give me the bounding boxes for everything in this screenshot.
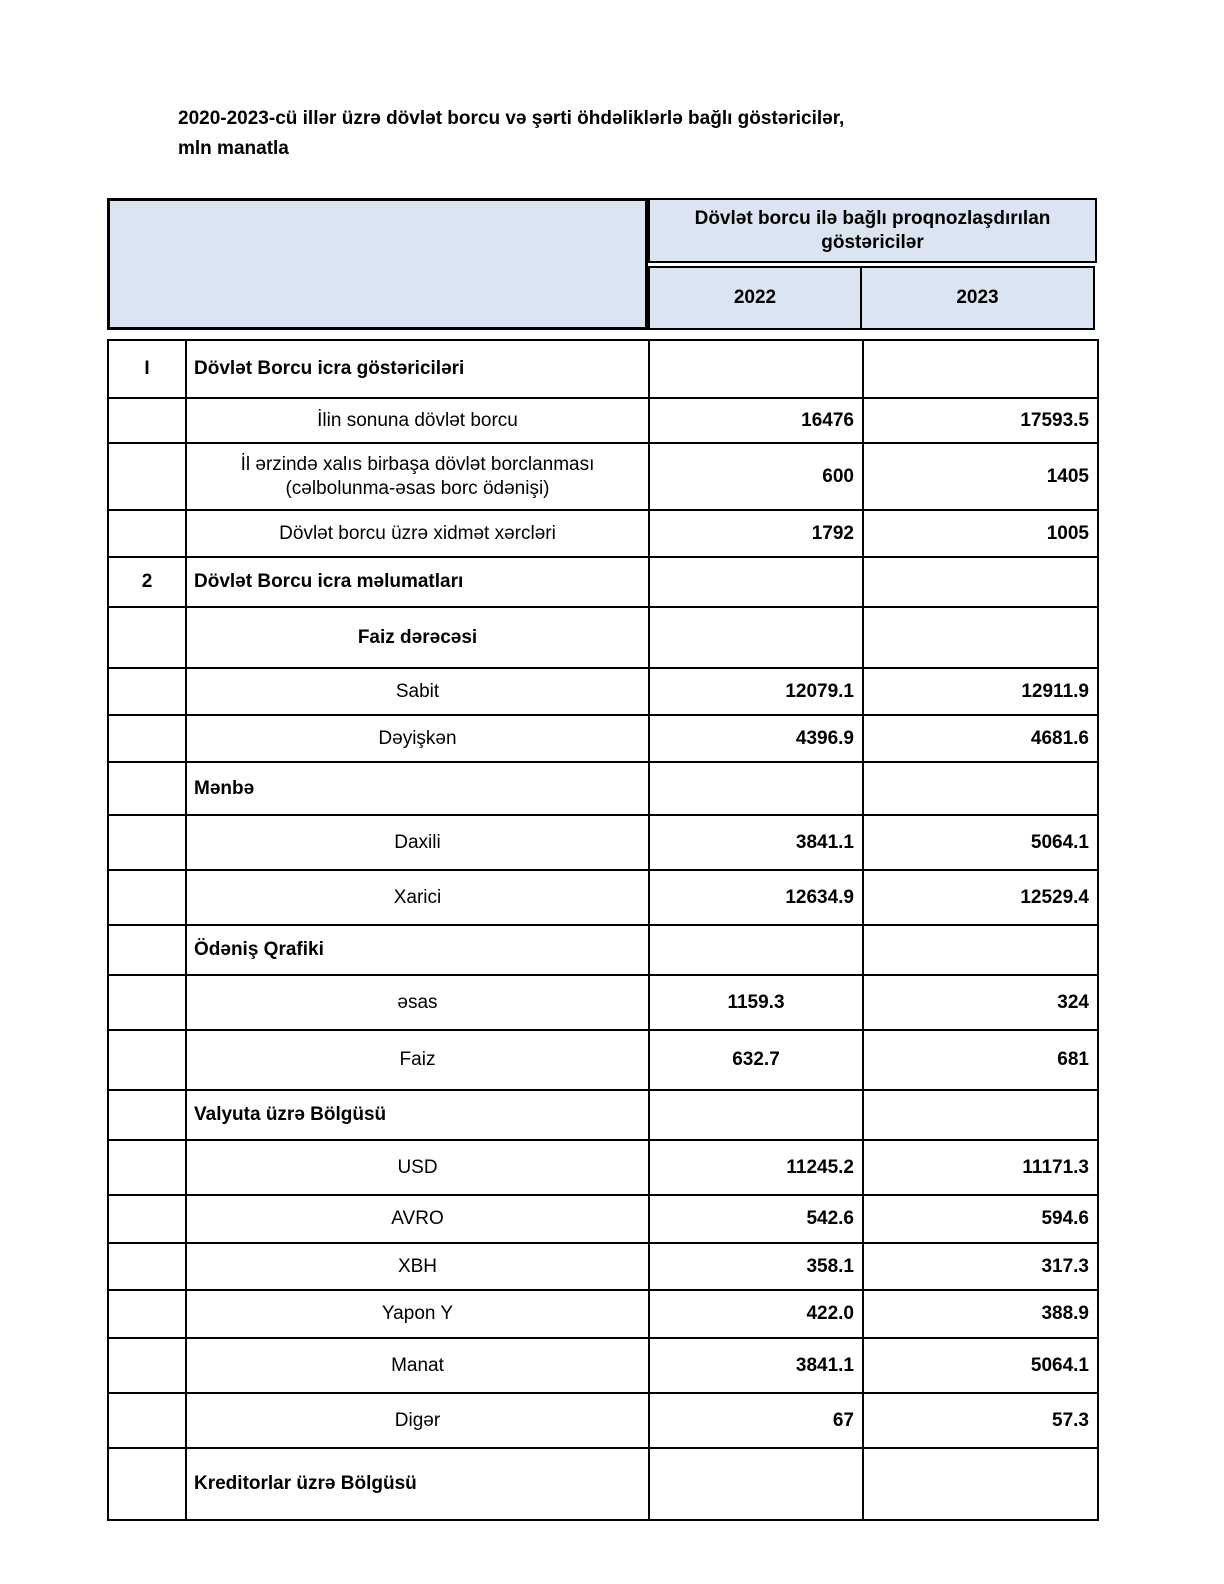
header-right-block xyxy=(648,198,1097,330)
table-row xyxy=(108,1030,1098,1090)
value-2022-cell: 16476 xyxy=(649,398,863,443)
row-index-cell xyxy=(108,1448,186,1520)
value-2022-cell xyxy=(649,607,863,668)
row-index-cell xyxy=(108,1243,186,1290)
value-2023-cell xyxy=(863,925,1098,975)
value-2022-cell: 1792 xyxy=(649,510,863,557)
table-row xyxy=(108,975,1098,1030)
table-row xyxy=(108,607,1098,668)
value-2022-cell: 632.7 xyxy=(649,1030,863,1090)
table-row xyxy=(108,1393,1098,1448)
row-index-cell xyxy=(108,607,186,668)
row-index-cell: 2 xyxy=(108,557,186,607)
value-2022-cell xyxy=(649,762,863,815)
row-index-cell xyxy=(108,762,186,815)
row-index-cell xyxy=(108,668,186,715)
value-2022-cell: 3841.1 xyxy=(649,815,863,870)
row-label-cell: Ödəniş Qrafiki xyxy=(186,925,649,975)
value-2023-cell: 681 xyxy=(863,1030,1098,1090)
row-label-cell: İl ərzində xalıs birbaşa dövlət borclanması (cəlbolunma-əsas borc ödənişi) xyxy=(186,443,649,510)
table-row xyxy=(108,443,1098,510)
value-2022-cell: 3841.1 xyxy=(649,1338,863,1393)
table-row xyxy=(108,762,1098,815)
value-2023-cell: 4681.6 xyxy=(863,715,1098,762)
table-row xyxy=(108,1090,1098,1140)
table-row xyxy=(108,1195,1098,1243)
row-index-cell xyxy=(108,1030,186,1090)
value-2022-cell xyxy=(649,557,863,607)
row-label-cell: Xarici xyxy=(186,870,649,925)
row-index-cell xyxy=(108,870,186,925)
row-label-cell: Digər xyxy=(186,1393,649,1448)
value-2022-cell: 67 xyxy=(649,1393,863,1448)
row-index-cell xyxy=(108,443,186,510)
value-2022-cell xyxy=(649,1090,863,1140)
row-label-cell: Sabit xyxy=(186,668,649,715)
row-label-cell: Manat xyxy=(186,1338,649,1393)
header-year-2022: 2022 xyxy=(648,266,862,330)
row-index-cell xyxy=(108,1290,186,1338)
table-row xyxy=(108,1338,1098,1393)
row-index-cell xyxy=(108,510,186,557)
row-index-cell xyxy=(108,1195,186,1243)
value-2022-cell: 12634.9 xyxy=(649,870,863,925)
table-row xyxy=(108,398,1098,443)
row-label-cell: Daxili xyxy=(186,815,649,870)
row-label-cell: Dövlət borcu üzrə xidmət xərcləri xyxy=(186,510,649,557)
table-row xyxy=(108,668,1098,715)
value-2023-cell xyxy=(863,1090,1098,1140)
row-label-cell: Yapon Y xyxy=(186,1290,649,1338)
value-2023-cell xyxy=(863,607,1098,668)
row-index-cell xyxy=(108,1140,186,1195)
row-label-cell: Mənbə xyxy=(186,762,649,815)
row-index-cell xyxy=(108,1090,186,1140)
table-row xyxy=(108,510,1098,557)
value-2022-cell xyxy=(649,1448,863,1520)
row-label-cell: Kreditorlar üzrə Bölgüsü xyxy=(186,1448,649,1520)
row-label-cell: Faiz xyxy=(186,1030,649,1090)
table-header xyxy=(107,198,1097,330)
value-2023-cell: 12529.4 xyxy=(863,870,1098,925)
row-index-cell: I xyxy=(108,340,186,398)
value-2022-cell: 542.6 xyxy=(649,1195,863,1243)
value-2023-cell: 324 xyxy=(863,975,1098,1030)
table-row xyxy=(108,870,1098,925)
row-label-cell: AVRO xyxy=(186,1195,649,1243)
value-2023-cell: 1005 xyxy=(863,510,1098,557)
row-index-cell xyxy=(108,715,186,762)
value-2022-cell: 4396.9 xyxy=(649,715,863,762)
value-2023-cell: 388.9 xyxy=(863,1290,1098,1338)
row-label-cell: Dövlət Borcu icra göstəriciləri xyxy=(186,340,649,398)
value-2023-cell: 5064.1 xyxy=(863,815,1098,870)
value-2022-cell xyxy=(649,925,863,975)
table-row xyxy=(108,715,1098,762)
row-index-cell xyxy=(108,1338,186,1393)
table-row xyxy=(108,1243,1098,1290)
value-2023-cell xyxy=(863,340,1098,398)
row-index-cell xyxy=(108,975,186,1030)
value-2023-cell xyxy=(863,1448,1098,1520)
value-2023-cell: 11171.3 xyxy=(863,1140,1098,1195)
value-2023-cell xyxy=(863,557,1098,607)
document-title xyxy=(178,104,1078,165)
header-group-title: Dövlət borcu ilə bağlı proqnozlaşdırılan göstəricilər xyxy=(648,198,1097,263)
document-title-line1: 2020-2023-cü illər üzrə dövlət borcu və şərti öhdəliklərlə bağlı göstəricilər, xyxy=(178,108,845,129)
value-2022-cell: 422.0 xyxy=(649,1290,863,1338)
table-row xyxy=(108,815,1098,870)
row-label-cell: İlin sonuna dövlət borcu xyxy=(186,398,649,443)
header-corner-cell xyxy=(107,198,648,330)
value-2023-cell: 5064.1 xyxy=(863,1338,1098,1393)
value-2023-cell: 594.6 xyxy=(863,1195,1098,1243)
table-body xyxy=(107,339,1099,1521)
value-2022-cell: 12079.1 xyxy=(649,668,863,715)
value-2022-cell: 11245.2 xyxy=(649,1140,863,1195)
row-label-cell: əsas xyxy=(186,975,649,1030)
row-index-cell xyxy=(108,398,186,443)
value-2022-cell: 1159.3 xyxy=(649,975,863,1030)
header-year-2023: 2023 xyxy=(860,266,1095,330)
row-index-cell xyxy=(108,815,186,870)
document-title-line2: mln manatla xyxy=(178,138,289,160)
table-row xyxy=(108,557,1098,607)
table-row xyxy=(108,1140,1098,1195)
table-row xyxy=(108,925,1098,975)
row-label-cell: XBH xyxy=(186,1243,649,1290)
value-2022-cell: 600 xyxy=(649,443,863,510)
row-label-cell: Faiz dərəcəsi xyxy=(186,607,649,668)
row-index-cell xyxy=(108,1393,186,1448)
value-2023-cell: 17593.5 xyxy=(863,398,1098,443)
row-label-cell: Dəyişkən xyxy=(186,715,649,762)
row-label-cell: Dövlət Borcu icra məlumatları xyxy=(186,557,649,607)
value-2023-cell: 317.3 xyxy=(863,1243,1098,1290)
table-row xyxy=(108,340,1098,398)
value-2022-cell xyxy=(649,340,863,398)
value-2023-cell: 1405 xyxy=(863,443,1098,510)
debt-table xyxy=(107,198,1097,1521)
table-row xyxy=(108,1290,1098,1338)
value-2023-cell xyxy=(863,762,1098,815)
row-index-cell xyxy=(108,925,186,975)
value-2022-cell: 358.1 xyxy=(649,1243,863,1290)
header-years-row xyxy=(648,266,1097,330)
value-2023-cell: 57.3 xyxy=(863,1393,1098,1448)
table-row xyxy=(108,1448,1098,1520)
value-2023-cell: 12911.9 xyxy=(863,668,1098,715)
row-label-cell: Valyuta üzrə Bölgüsü xyxy=(186,1090,649,1140)
row-label-cell: USD xyxy=(186,1140,649,1195)
